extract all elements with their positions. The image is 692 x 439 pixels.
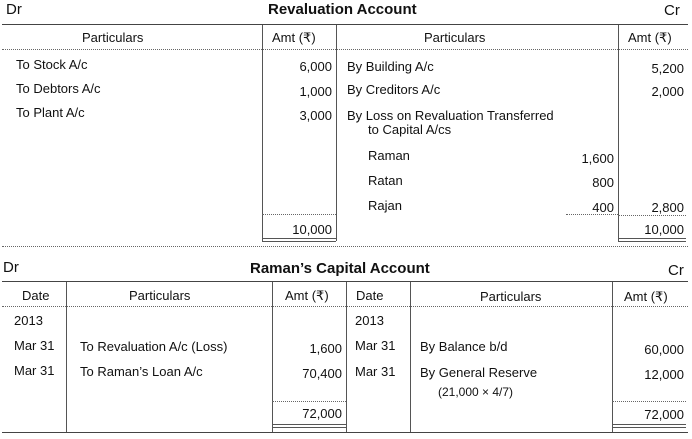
total-amount: 10,000 [292, 222, 332, 237]
cr-label: Cr [668, 262, 684, 279]
header-particulars: Particulars [480, 289, 542, 304]
debit-particulars: To Revaluation A/c (Loss) [80, 339, 228, 354]
header-amount: Amt (₹) [272, 30, 316, 45]
entry-date: Mar 31 [14, 338, 55, 353]
cr-label: Cr [664, 2, 680, 19]
header-rule [2, 49, 688, 50]
entry-date: Mar 31 [355, 364, 396, 379]
bottom-rule [2, 432, 688, 433]
partner-amount: 400 [592, 200, 614, 215]
debit-amount: 70,400 [302, 366, 342, 381]
col-divider [272, 282, 273, 432]
col-divider [336, 25, 337, 241]
debit-particulars: To Debtors A/c [16, 81, 101, 96]
total-amount: 72,000 [644, 407, 684, 422]
total-amount: 72,000 [302, 406, 342, 421]
entry-date: Mar 31 [14, 363, 55, 378]
loss-line: By Loss on Revaluation Transferred [347, 108, 554, 123]
header-particulars: Particulars [424, 30, 486, 45]
revaluation-title: Revaluation Account [268, 1, 417, 18]
reserve-calculation: (21,000 × 4/7) [438, 385, 514, 399]
header-particulars: Particulars [82, 30, 144, 45]
year-label: 2013 [355, 313, 384, 328]
header-rule [2, 306, 688, 307]
loss-line: to Capital A/cs [368, 122, 452, 137]
total-rule [272, 401, 346, 402]
total-rule [262, 214, 336, 215]
col-divider [346, 282, 347, 432]
entry-date: Mar 31 [355, 338, 396, 353]
double-underline [612, 424, 686, 428]
header-amount: Amt (₹) [624, 289, 668, 304]
header-date: Date [356, 288, 384, 303]
dr-label: Dr [6, 1, 22, 18]
credit-particulars: By Building A/c [347, 59, 434, 74]
debit-amount: 1,000 [299, 84, 332, 99]
capital-title: Raman’s Capital Account [250, 260, 430, 277]
header-date: Date [22, 288, 50, 303]
debit-amount: 6,000 [299, 59, 332, 74]
credit-amount: 12,000 [644, 367, 684, 382]
partner-name: Raman [368, 148, 410, 163]
total-rule [612, 401, 686, 402]
dr-label: Dr [3, 259, 19, 276]
debit-amount: 1,600 [309, 341, 342, 356]
partner-amount: 1,600 [581, 151, 614, 166]
header-particulars: Particulars [129, 288, 191, 303]
partner-name: Ratan [368, 173, 403, 188]
loss-total-amount: 2,800 [651, 200, 684, 215]
col-divider [410, 282, 411, 432]
credit-amount: 60,000 [644, 342, 684, 357]
partner-amount: 800 [592, 175, 614, 190]
credit-particulars: By General Reserve [420, 365, 538, 380]
double-underline [618, 238, 686, 242]
double-underline [262, 238, 336, 242]
credit-amount: 5,200 [651, 61, 684, 76]
credit-amount: 2,000 [651, 84, 684, 99]
top-rule [2, 24, 688, 25]
credit-particulars: By Balance b/d [420, 339, 508, 354]
partner-name: Rajan [368, 198, 402, 213]
debit-particulars: To Plant A/c [16, 105, 85, 120]
debit-particulars: To Raman’s Loan A/c [80, 364, 203, 379]
col-divider [262, 25, 263, 241]
double-underline [272, 424, 346, 428]
total-amount: 10,000 [644, 222, 684, 237]
col-divider [618, 25, 619, 241]
debit-amount: 3,000 [299, 108, 332, 123]
header-amount: Amt (₹) [628, 30, 672, 45]
credit-particulars: By Creditors A/c [347, 82, 441, 97]
year-label: 2013 [14, 313, 43, 328]
top-rule [2, 281, 688, 282]
bottom-rule [2, 246, 688, 247]
header-amount: Amt (₹) [285, 288, 329, 303]
debit-particulars: To Stock A/c [16, 57, 88, 72]
total-rule [618, 215, 686, 216]
col-divider [612, 282, 613, 432]
subtotal-rule [566, 214, 618, 215]
col-divider [66, 282, 67, 432]
